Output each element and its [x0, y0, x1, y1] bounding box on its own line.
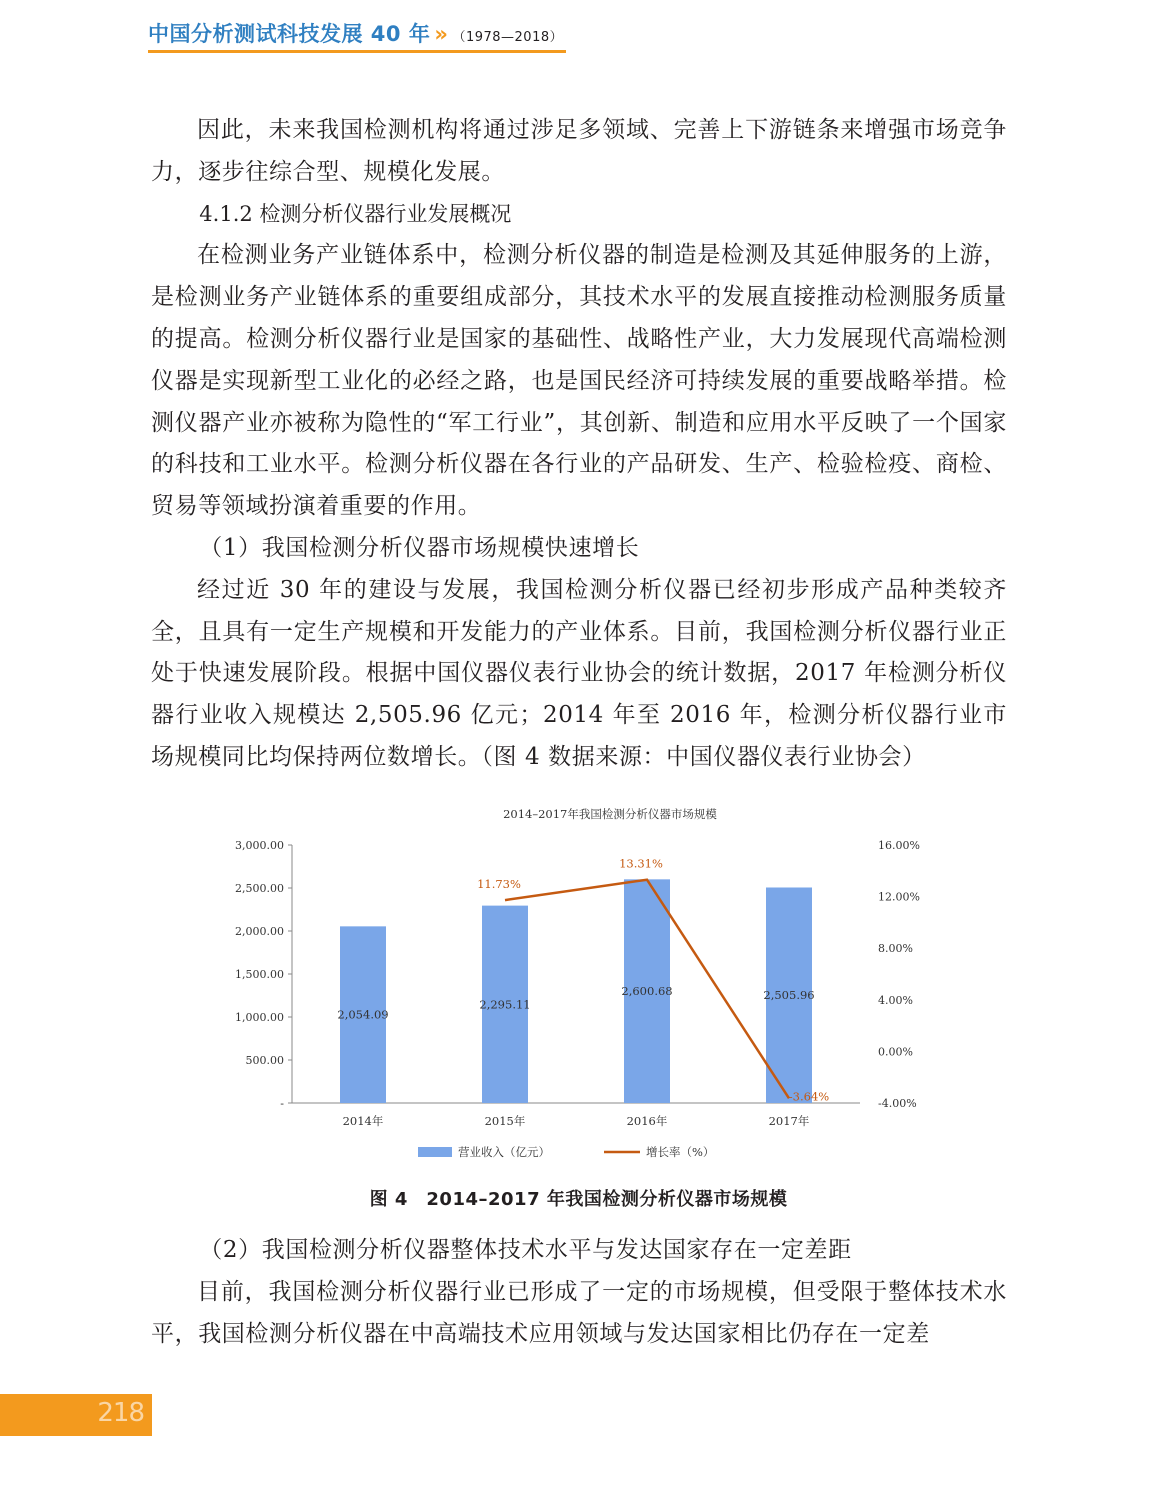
- year-range: （1978—2018）: [452, 30, 564, 45]
- main-text-top: [151, 110, 1007, 779]
- header-rule: [148, 50, 566, 53]
- left-tick-label: 500.00: [245, 1054, 284, 1067]
- left-tick-label: 2,000.00: [235, 925, 284, 938]
- growth-data-label: 13.31%: [619, 856, 663, 871]
- main-text-bottom: [151, 1230, 1007, 1355]
- subheading-1: （1）我国检测分析仪器市场规模快速增长: [199, 534, 640, 561]
- subheading-2: （2）我国检测分析仪器整体技术水平与发达国家存在一定差距: [199, 1237, 852, 1263]
- legend-bar-swatch: [418, 1147, 452, 1157]
- page-number: 218: [97, 1398, 144, 1428]
- bar-data-label: 2,600.68: [621, 984, 673, 999]
- left-tick-label: 3,000.00: [235, 839, 284, 852]
- left-tick-label: 2,500.00: [235, 882, 284, 895]
- section-heading-4-1-2: 4.1.2 检测分析仪器行业发展概况: [199, 201, 512, 226]
- growth-data-label: 11.73%: [477, 877, 521, 892]
- double-chevron-icon: »: [434, 22, 449, 46]
- paragraph-1: 因此，未来我国检测机构将通过涉足多领域、完善上下游链条来增强市场竞争力，逐步往综合型、规模化发展。: [151, 117, 1007, 185]
- bar-data-label: 2,054.09: [337, 1007, 389, 1022]
- right-tick-label: 4.00%: [878, 993, 913, 1007]
- chart-title: 2014–2017年我国检测分析仪器市场规模: [503, 807, 717, 821]
- x-tick-label: 2015年: [484, 1114, 526, 1128]
- left-tick-label: 1,000.00: [235, 1011, 284, 1024]
- header-title-line: [148, 18, 563, 48]
- market-size-chart: [230, 800, 930, 1170]
- legend-line-label: 增长率（%）: [646, 1145, 715, 1159]
- chart-svg: [230, 800, 930, 1170]
- paragraph-2: 在检测业务产业链体系中，检测分析仪器的制造是检测及其延伸服务的上游，是检测业务产业链体系的重要组成部分，其技术水平的发展直接推动检测服务质量的提高。检测分析仪器行业是国家的基础性、战略性产业，大力发展现代高端检测仪器是实现新型工业化的必经之路，也是国民经济可持续发展的重要战略举措。检测仪器产业亦被称为隐性的“军工行业”，其创新、制造和应用水平反映了一个国家的科技和工业水平。检测分析仪器在各行业的产品研发、生产、检验检疫、商检、贸易等领域扮演着重要的作用。: [151, 242, 1007, 520]
- figure-caption: 图 4 2014–2017 年我国检测分析仪器市场规模: [369, 1189, 788, 1210]
- left-tick-label: 1,500.00: [235, 968, 284, 981]
- bar-data-label: 2,505.96: [763, 988, 815, 1003]
- running-header: [148, 14, 568, 54]
- right-tick-label: 12.00%: [878, 890, 920, 904]
- growth-data-label: -3.64%: [788, 1089, 830, 1104]
- legend-bar-label: 营业收入（亿元）: [458, 1145, 550, 1159]
- paragraph-4: 目前，我国检测分析仪器行业已形成了一定的市场规模，但受限于整体技术水平，我国检测分析仪器在中高端技术应用领域与发达国家相比仍存在一定差: [151, 1278, 1007, 1347]
- x-tick-label: 2014年: [342, 1114, 384, 1128]
- bar-data-label: 2,295.11: [479, 997, 531, 1012]
- x-tick-label: 2016年: [626, 1114, 668, 1128]
- right-tick-label: -4.00%: [878, 1097, 917, 1110]
- paragraph-3: 经过近 30 年的建设与发展，我国检测分析仪器已经初步形成产品种类较齐全，且具有一定生产规模和开发能力的产业体系。目前，我国检测分析仪器行业正处于快速发展阶段。根据中国仪器仪表行业协会的统计数据，2017 年检测分析仪器行业收入规模达 2,505.96 亿元；2014 年至 2016 年，检测分析仪器行业市场规模同比均保持两位数增长。（图 4 数据来源：中国仪器仪表行业协会）: [151, 576, 1007, 770]
- right-tick-label: 8.00%: [878, 942, 913, 956]
- page-number-tab: [0, 1394, 152, 1436]
- left-tick-label: -: [280, 1097, 284, 1110]
- right-tick-label: 16.00%: [878, 839, 920, 852]
- x-tick-label: 2017年: [768, 1114, 810, 1128]
- right-tick-label: 0.00%: [878, 1045, 913, 1059]
- book-title: 中国分析测试科技发展 40 年: [148, 22, 431, 46]
